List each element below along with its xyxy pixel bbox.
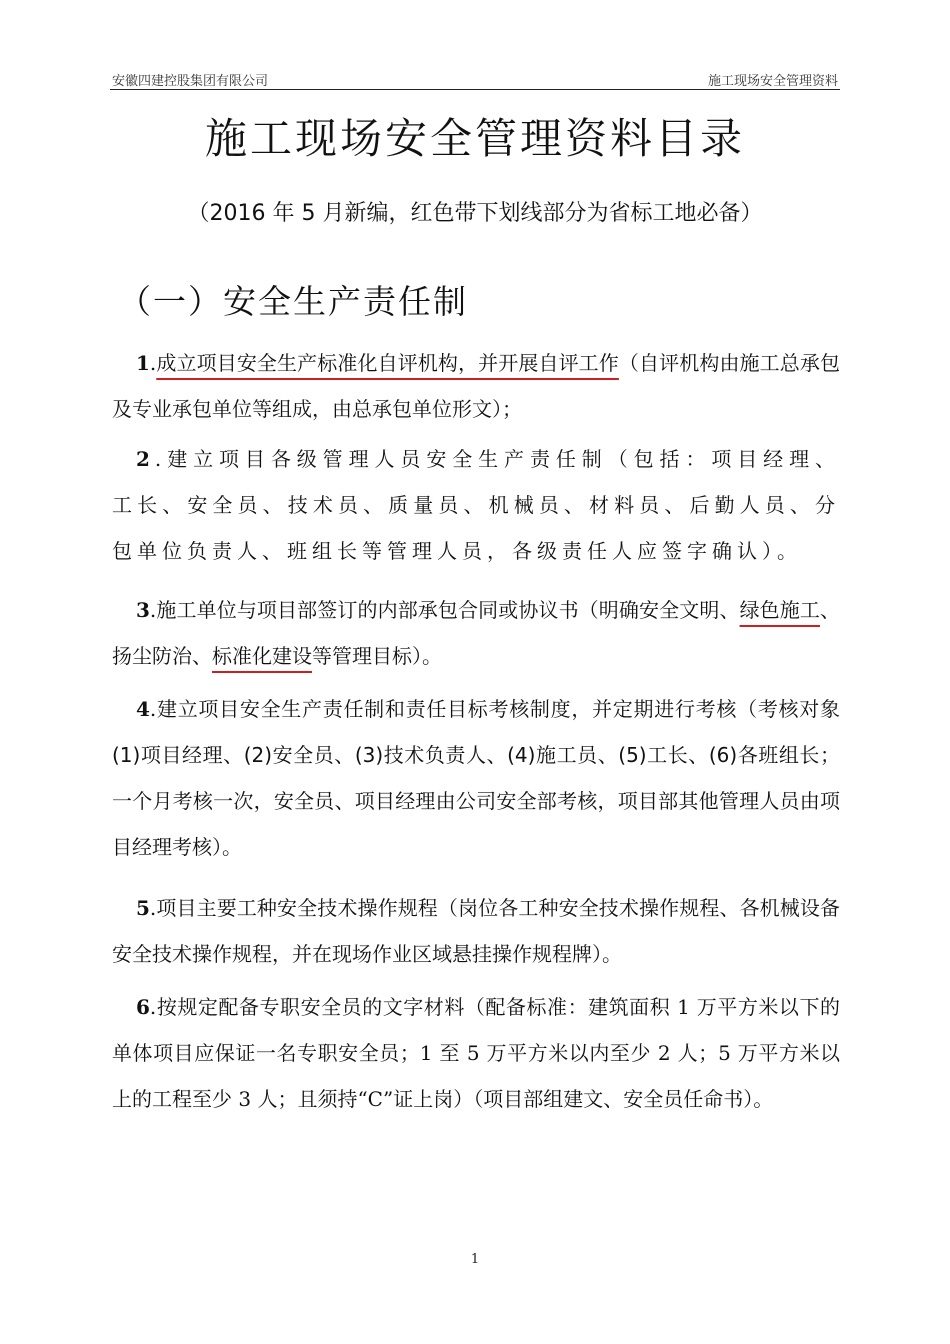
section-heading: （一）安全生产责任制 bbox=[118, 282, 468, 321]
required-underlined-text: 绿色施工 bbox=[739, 598, 820, 622]
item-number: 1 bbox=[136, 351, 150, 375]
list-item-2 bbox=[112, 436, 840, 574]
item-text: 项目主要工种安全技术操作规程（ bbox=[156, 896, 459, 920]
item-note: 明确安全文明、 bbox=[598, 598, 740, 622]
item-note: 等管理目标）。 bbox=[312, 644, 442, 668]
item-separator: . bbox=[149, 598, 157, 622]
list-item-1 bbox=[112, 340, 840, 432]
item-separator: . bbox=[154, 447, 167, 471]
list-item-5 bbox=[112, 885, 840, 977]
item-number: 2 bbox=[136, 447, 155, 471]
header-divider bbox=[110, 89, 840, 90]
required-underlined-text: 标准化建设 bbox=[212, 644, 312, 668]
item-number: 6 bbox=[136, 995, 150, 1019]
item-text: 按规定配备专职安全员的文字材料（配备标准：建筑面积 1 万平方米以下的单体项目应保证一名专职安全员；1 至 5 万平方米以内至少 2 人；5 万平方米以上的工程至少 3 人；且须持“C”证上岗）（ bbox=[112, 995, 840, 1111]
item-separator: . bbox=[149, 995, 157, 1019]
item-note: 岗位各工种安全技术操作规程、各机械设备安全技术操作规程，并在现场作业区域悬挂操作规程牌）。 bbox=[112, 896, 840, 966]
required-underlined-text: 成立项目安全生产标准化自评机构，并开展自评工作 bbox=[156, 351, 619, 375]
item-text: 建立项目安全生产责任制和责任目标考核制度，并定期进行考核（ bbox=[156, 697, 758, 721]
item-number: 5 bbox=[136, 896, 150, 920]
list-item-3 bbox=[112, 587, 840, 679]
list-item-4 bbox=[112, 686, 840, 870]
page-subtitle: （2016 年 5 月新编，红色带下划线部分为省标工地必备） bbox=[187, 201, 763, 226]
list-item-6 bbox=[112, 984, 840, 1122]
item-number: 3 bbox=[136, 598, 150, 622]
header-doc-title: 施工现场安全管理资料 bbox=[707, 74, 838, 89]
page-number: 1 bbox=[470, 1252, 480, 1267]
item-note: 项目部组建文、安全员任命书）。 bbox=[483, 1087, 774, 1111]
page-title: 施工现场安全管理资料目录 bbox=[204, 114, 745, 163]
item-note: （自评机构由施工总承包及专业承包单位等组成，由总承包单位形文）； bbox=[112, 351, 840, 421]
item-note: 、扬尘防治、 bbox=[112, 598, 840, 668]
item-text: 施工单位与项目部签订的内部承包合同或协议书（ bbox=[156, 598, 599, 622]
item-separator: . bbox=[149, 896, 157, 920]
item-separator: . bbox=[149, 351, 157, 375]
item-separator: . bbox=[149, 697, 157, 721]
item-number: 4 bbox=[136, 697, 150, 721]
item-text: 建立项目各级管理人员安全生产责任制（包括：项目经理、工长、安全员、技术员、质量员、机械员、材料员、后勤人员、分包单位负责人、班组长等管理人员，各级责任人应签字确认）。 bbox=[112, 447, 840, 563]
item-note: 考核对象(1)项目经理、(2)安全员、(3)技术负责人、(4)施工员、(5)工长、(6)各班组长；一个月考核一次，安全员、项目经理由公司安全部考核，项目部其他管理人员由项目经理考核）。 bbox=[112, 697, 840, 859]
header-company: 安徽四建控股集团有限公司 bbox=[112, 74, 269, 89]
